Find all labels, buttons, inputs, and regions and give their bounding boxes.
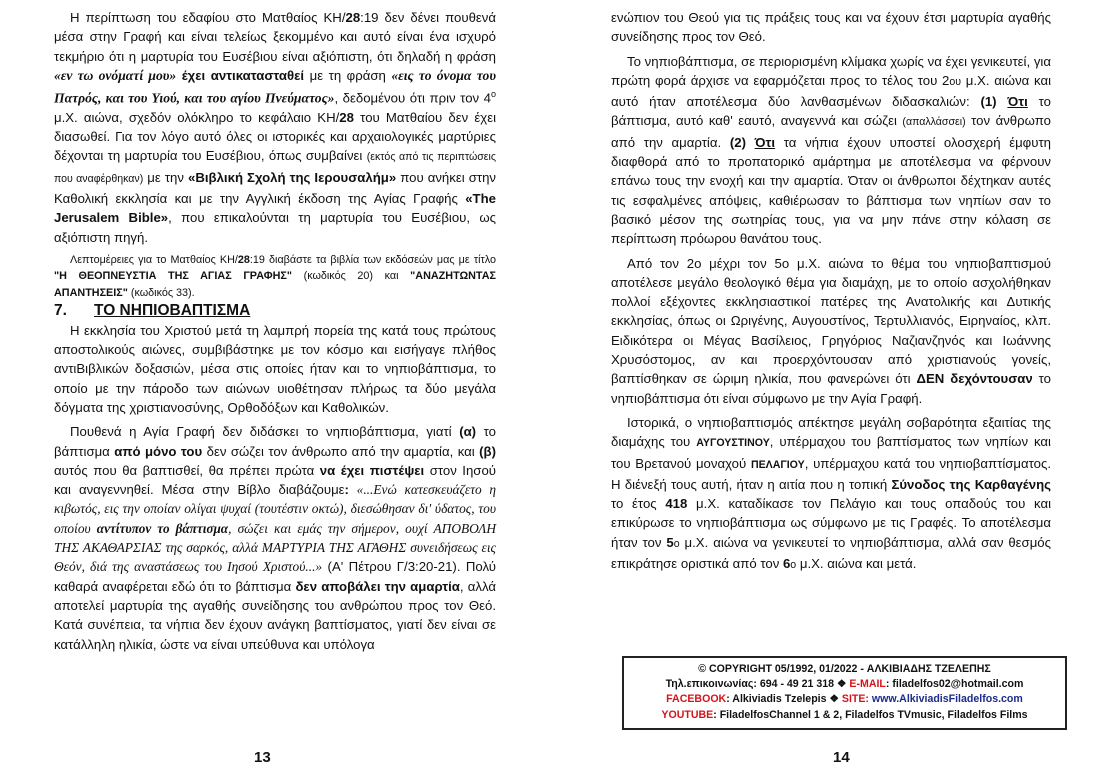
bold-text: να έχει πιστέψει: [319, 462, 425, 478]
section-number: 7.: [54, 302, 67, 320]
contact-line: [624, 677, 1065, 692]
social-line: [624, 692, 1065, 707]
text: τον άνθρωπο από την αμαρτία.: [611, 113, 1051, 150]
site-link[interactable]: www.AlkiviadisFiladelfos.com: [868, 693, 1023, 706]
text: το βάπτισμα, αυτό καθ' εαυτό, αναγεννά και σώζει: [611, 94, 1051, 129]
section-title: ΤΟ ΝΗΠΙΟΒΑΠΤΙΣΜΑ: [94, 302, 251, 320]
facebook-label: FACEBOOK: [666, 693, 727, 706]
century: 5: [666, 534, 674, 550]
suffix: ο: [673, 537, 680, 550]
paragraph-matthew: [54, 8, 496, 247]
site-label: SITE:: [841, 693, 869, 706]
bold-text: Σύνοδος της Καρθαγένης: [891, 476, 1051, 492]
left-page-column: [54, 8, 496, 654]
youtube-link[interactable]: : FiladelfosChannel 1 & 2, Filadelfos TVmusic, Filadelfos Films: [713, 708, 1028, 721]
text: Η περίπτωση του εδαφίου στο Ματθαίος ΚΗ/: [70, 10, 346, 25]
quote: «...Ενώ κατεσκευάζετο η κιβωτός, εις την οποίαν ολίγαι ψυχαί (τουτέστιν οκτώ), διεσώθησαν δι' ύδατος, του οποίου: [54, 482, 496, 536]
paragraph-scripture: [54, 422, 496, 654]
text: το νηπιοβάπτισμα ότι είναι σύμφωνο με την Αγία Γραφή.: [611, 371, 1051, 406]
list-marker: (α): [459, 424, 477, 440]
text: με τη φράση: [304, 67, 392, 83]
bold-text: «Βιβλική Σχολή της Ιερουσαλήμ»: [188, 169, 397, 185]
quote: «εν τω ονόματί μου»: [54, 67, 177, 83]
text: Ιστορικά, ο νηπιοβαπτισμός απέκτησε μεγάλη σοβαρότητα εξαιτίας της διαμάχης του: [611, 414, 1051, 450]
bold-text: από μόνο του: [114, 443, 203, 459]
text: Πουθενά η Αγία Γραφή δεν διδάσκει το νηπιοβάπτισμα, γιατί: [70, 424, 460, 440]
youtube-label: YOUTUBE: [661, 708, 714, 721]
text: του Ματθαίου δεν έχει διασωθεί. Για τον λόγο αυτό όλες οι ιστορικές και αρχαιολογικές μαρτύριες δέχονται τη μαρτυρία του Ευσέβιου, όπως συμβαίνει: [54, 109, 497, 164]
text: μ.Χ. αιώνα να γενικευτεί το νηπιοβάπτισμα, αλλά σαν θεσμός επικράτησε οριστικά από τον: [611, 534, 1051, 572]
text: , υπέρμαχου του βαπτίσματος των νηπίων και του Βρετανού μοναχού: [611, 434, 1051, 471]
list-marker: (β): [479, 443, 496, 459]
text: (Α' Πέτρου Γ/3:20-21). Πολύ καθαρά αναφέρεται εδώ ότι το βάπτισμα: [54, 559, 497, 594]
copyright-line: © COPYRIGHT 05/1992, 01/2022 - ΑΛΚΙΒΙΑΔΗΣ ΤΖΕΛΕΠΗΣ: [698, 663, 991, 675]
text: Το νηπιοβάπτισμα, σε περιορισμένη κλίμακα χωρίς να έχει γενικευτεί, για πρώτη φορά άρχισε να εφαρμόζεται προς το τέλος του 2: [611, 53, 1051, 88]
suffix: ου: [949, 75, 962, 88]
page-number-right: 14: [833, 749, 850, 766]
quote-bold: αντίτυπον το βάπτισμα: [96, 520, 229, 536]
text: Λεπτομέρειες για το Ματθαίος ΚΗ/: [70, 253, 238, 266]
paragraph-history: Η εκκλησία του Χριστού μετά τη λαμπρή πορεία της κατά τους πρώτους αποστολικούς αιώνες, συμβιβάστηκε με τον κόσμο και εισήγαγε πλήθος αντιΒιβλικών δοξασιών, μέσα στις οποίες ήταν και το νηπιοβάπτισμα, το οποίο με την πάροδο των αιώνων υιοθέτησαν πλήρως τα δύο μεγάλα δόγματα της χριστιανοσύνης, Ορθοδόξων και Καθολικών.: [54, 322, 496, 415]
paragraph-origins: [611, 52, 1051, 249]
parenthetical: (απαλλάσσει): [902, 116, 966, 129]
email-label: E-MAIL: [849, 678, 886, 691]
text: , υπέρμαχου κατά του νηπιοβαπτίσματος. Η διένεξή τους αυτή, ήταν η αιτία που η τοπική: [611, 455, 1051, 492]
quote: , σώζει και εμάς την σήμερον, ουχί ΑΠΟΒΟΛΗ ΤΗΣ ΑΚΑΘΑΡΣΙΑΣ της σαρκός, αλλά ΜΑΡΤΥΡΙΑ ΤΗΣ ΑΓΑΘΗΣ συνειδήσεως εις Θεόν, διά της αναστάσεως του Ιησού Χριστού...»: [54, 520, 497, 575]
paragraph-continuation: ενώπιον του Θεού για τις πράξεις τους και να έχουν έτσι μαρτυρία αγαθής συνείδησης προς τον Θεό.: [611, 10, 1051, 45]
text: μ.Χ. αιώνα και μετά.: [796, 556, 917, 572]
text: :19 δεν δένει πουθενά μέσα στην Γραφή και είναι τελείως ξεκομμένο και αυτό είναι ένα ισχυρό τεκμήριο ότι η μαρτυρία του Ευσέβιου είναι αξιόπιστη, ότι δηλαδή η φράση: [54, 10, 497, 64]
text: (κωδικός 33).: [127, 286, 195, 299]
text: τα νήπια έχουν υποστεί ολοσχερή έμφυτη διαφθορά από το προπατορικό αμάρτημα με αποτέλεσμα να φέρνουν επάνω τους την ενοχή και την αμαρτία. Όταν οι άνθρωποι δέχτηκαν αυτές τις εσφαλμένες απόψεις, καθιέρωσαν το βάπτισμα των νηπίων σαν το βασικό μέσον της σωτηρίας τους, για να μην πάνε στην κόλαση σε περίπτωση πρόωρου θανάτου τους.: [611, 134, 1051, 247]
book-title: "ΑΝΑΖΗΤΩΝΤΑΣ ΑΠΑΝΤΗΣΕΙΣ": [54, 270, 496, 299]
email-link[interactable]: : filadelfos02@hotmail.com: [885, 678, 1024, 691]
list-marker: (1): [980, 94, 997, 110]
book-title: "Η ΘΕΟΠΝΕΥΣΤΙΑ ΤΗΣ ΑΓΙΑΣ ΓΡΑΦΗΣ": [54, 270, 292, 283]
list-marker: (2): [729, 134, 746, 150]
paragraph-fathers: [611, 254, 1051, 408]
text: το έτος: [611, 496, 666, 512]
reference-note: [54, 252, 496, 302]
text: Από τον 2ο μέχρι τον 5ο μ.Χ. αιώνα το θέμα του νηπιοβαπτισμού αποτέλεσε μεγάλο θεολογικό θέμα για διαμάχη, με το οποίο ασχολήθηκαν πολλοί εξέχοντες εκκλησιαστικοί πατέρες της Ανατολικής και Δυτικής εκκλησίας, όπως οι Ωριγένης, Αυγουστίνος, Τερτυλλιανός, Ειρηναίος, κλπ. Ειδικότερα οι Μέγας Βασίλειος, Γρηγόριος Ναζιανζηνός και Ιωάννης Χρυσόστομος, αν και προερχόντουσαν από χριστιανούς γονείς, βαπτίσθηκαν σε ώριμη ηλικία, που φανερώνει ότι: [611, 255, 1051, 387]
underlined-text: Ότι: [754, 134, 776, 150]
year: 418: [665, 496, 688, 512]
name-bold: ΠΕΛΑΓΙΟΥ: [750, 458, 805, 471]
text: , που επικαλούνται τη μαρτυρία του Ευσέβιου, ως αξιόπιστη πηγή.: [54, 210, 496, 245]
verse-ref: 28: [339, 109, 354, 125]
text: (κωδικός 20) και: [291, 270, 411, 283]
phone-text: Τηλ.επικοινωνίας: 694 - 49 21 318 ❖: [665, 678, 850, 691]
youtube-line: [624, 708, 1065, 723]
parenthetical: (εκτός από τις περιπτώσεις που αναφέρθηκαν): [54, 151, 496, 185]
text: μ.Χ. καταδίκασε τον Πελάγιο και τους οπαδούς του και επικύρωσε το νηπιοβάπτισμα ως σύμφωνο με τις Γραφές. Το αποτέλεσμα ήταν τον: [611, 496, 1051, 550]
facebook-link[interactable]: : Alkiviadis Tzelepis ❖: [726, 693, 842, 706]
text: με την: [143, 169, 189, 185]
section-heading: [54, 301, 496, 320]
verse-ref: 28: [237, 253, 250, 266]
text: , δεδομένου ότι πριν τον 4: [334, 90, 491, 106]
text: δεν σώζει τον άνθρωπο από την αμαρτία, και: [202, 443, 480, 459]
right-page-column: [611, 8, 1051, 575]
text: μ.Χ. αιώνα και αυτό ήταν αποτέλεσμα δύο λανθασμένων διδασκαλιών:: [611, 72, 1051, 110]
text: :: [344, 482, 349, 498]
text: αυτός που θα βαπτισθεί, θα πρέπει πρώτα: [54, 462, 320, 478]
text: στον Ιησού και αναγεννηθεί. Μέσα στην Βίβλο διαβάζουμε: [54, 462, 496, 498]
century: 6: [782, 556, 791, 572]
paragraph-carthage: [611, 413, 1051, 575]
text: :19 διαβάστε τα βιβλία των εκδόσεών μας με τίτλο: [249, 253, 496, 266]
text: που ανήκει στην Καθολική εκκλησία και με την Αγγλική έκδοση της Αγίας Γραφής: [54, 169, 496, 207]
quote: «εις το όνομα του Πατρός, και του Υιού, και του αγίου Πνεύματος»: [54, 67, 497, 106]
text: , αλλά αποτελεί μαρτυρία της αγαθής συνείδησης του ανθρώπου προς τον Θεό. Κατά συνέπεια, τα νήπια δεν έχουν ανάγκη βαπτίσματος, γιατί δεν είναι σε κατάλληλη ηλικία, ώστε να είναι υπεύθυνα και υπόλογα: [54, 578, 496, 652]
superscript: ο: [490, 89, 496, 100]
bold-text: «The Jerusalem Bible»: [54, 191, 496, 226]
text: το βάπτισμα: [54, 424, 497, 459]
underlined-text: Ότι: [1007, 94, 1028, 110]
page-number-left: 13: [254, 749, 271, 766]
text: μ.Χ. αιώνα, σχεδόν ολόκληρο το κεφάλαιο ΚΗ/: [54, 109, 340, 125]
bold-text: έχει αντικατασταθεί: [181, 67, 305, 83]
copyright-box: [622, 656, 1067, 730]
bold-text: ΔΕΝ δεχόντουσαν: [916, 371, 1033, 387]
name-bold: ΑΥΓΟΥΣΤΙΝΟΥ: [696, 437, 770, 450]
bold-text: δεν αποβάλει την αμαρτία: [295, 578, 460, 594]
verse-ref: 28: [345, 10, 361, 25]
suffix: ο: [790, 559, 797, 572]
